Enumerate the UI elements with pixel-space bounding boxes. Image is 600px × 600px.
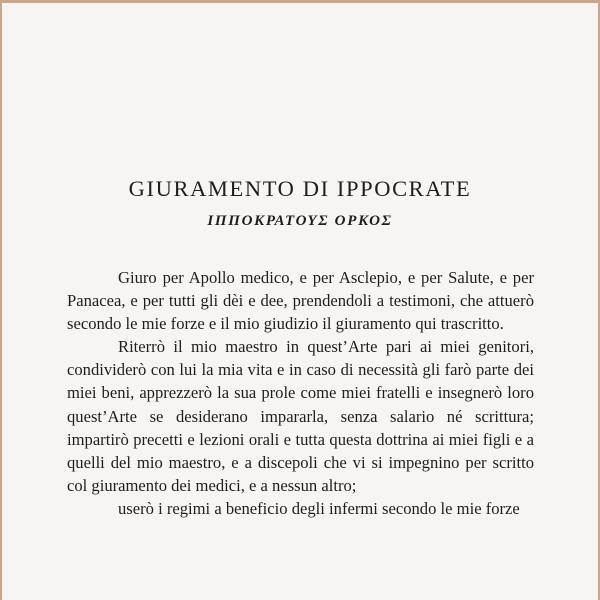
paragraph-2: Riterrò il mio maestro in quest’Arte pari ai miei genitori, condividerò con lui la mia vita e in caso di necessità gli farò parte dei miei beni, apprezzerò la sua prole come miei fratelli e insegnerò loro quest’Arte se desiderano impararla, senza salario né scrittura; impartirò precetti e lezioni orali e tutta questa dottrina ai miei figli e a quelli del mio maestro, e a discepoli che vi si impegnino per scritto col giuramento dei medici, e a nessun altro;: [67, 337, 534, 495]
paragraph-1: Giuro per Apollo medico, e per Asclepio, e per Salute, e per Panacea, e per tutti gli dèi e dee, prendendoli a testimoni, che attuerò secondo le mie forze e il mio giudizio il giuramento qui trascritto.: [67, 268, 534, 334]
document-title: GIURAMENTO DI IPPOCRATE: [128, 176, 472, 201]
document-body: [67, 266, 534, 520]
document-subtitle: ΙΠΠΟΚΡΑΤΟΥΣ ΟΡΚΟΣ: [207, 213, 393, 229]
paragraph-3: userò i regimi a beneficio degli infermi secondo le mie forze: [118, 498, 520, 518]
